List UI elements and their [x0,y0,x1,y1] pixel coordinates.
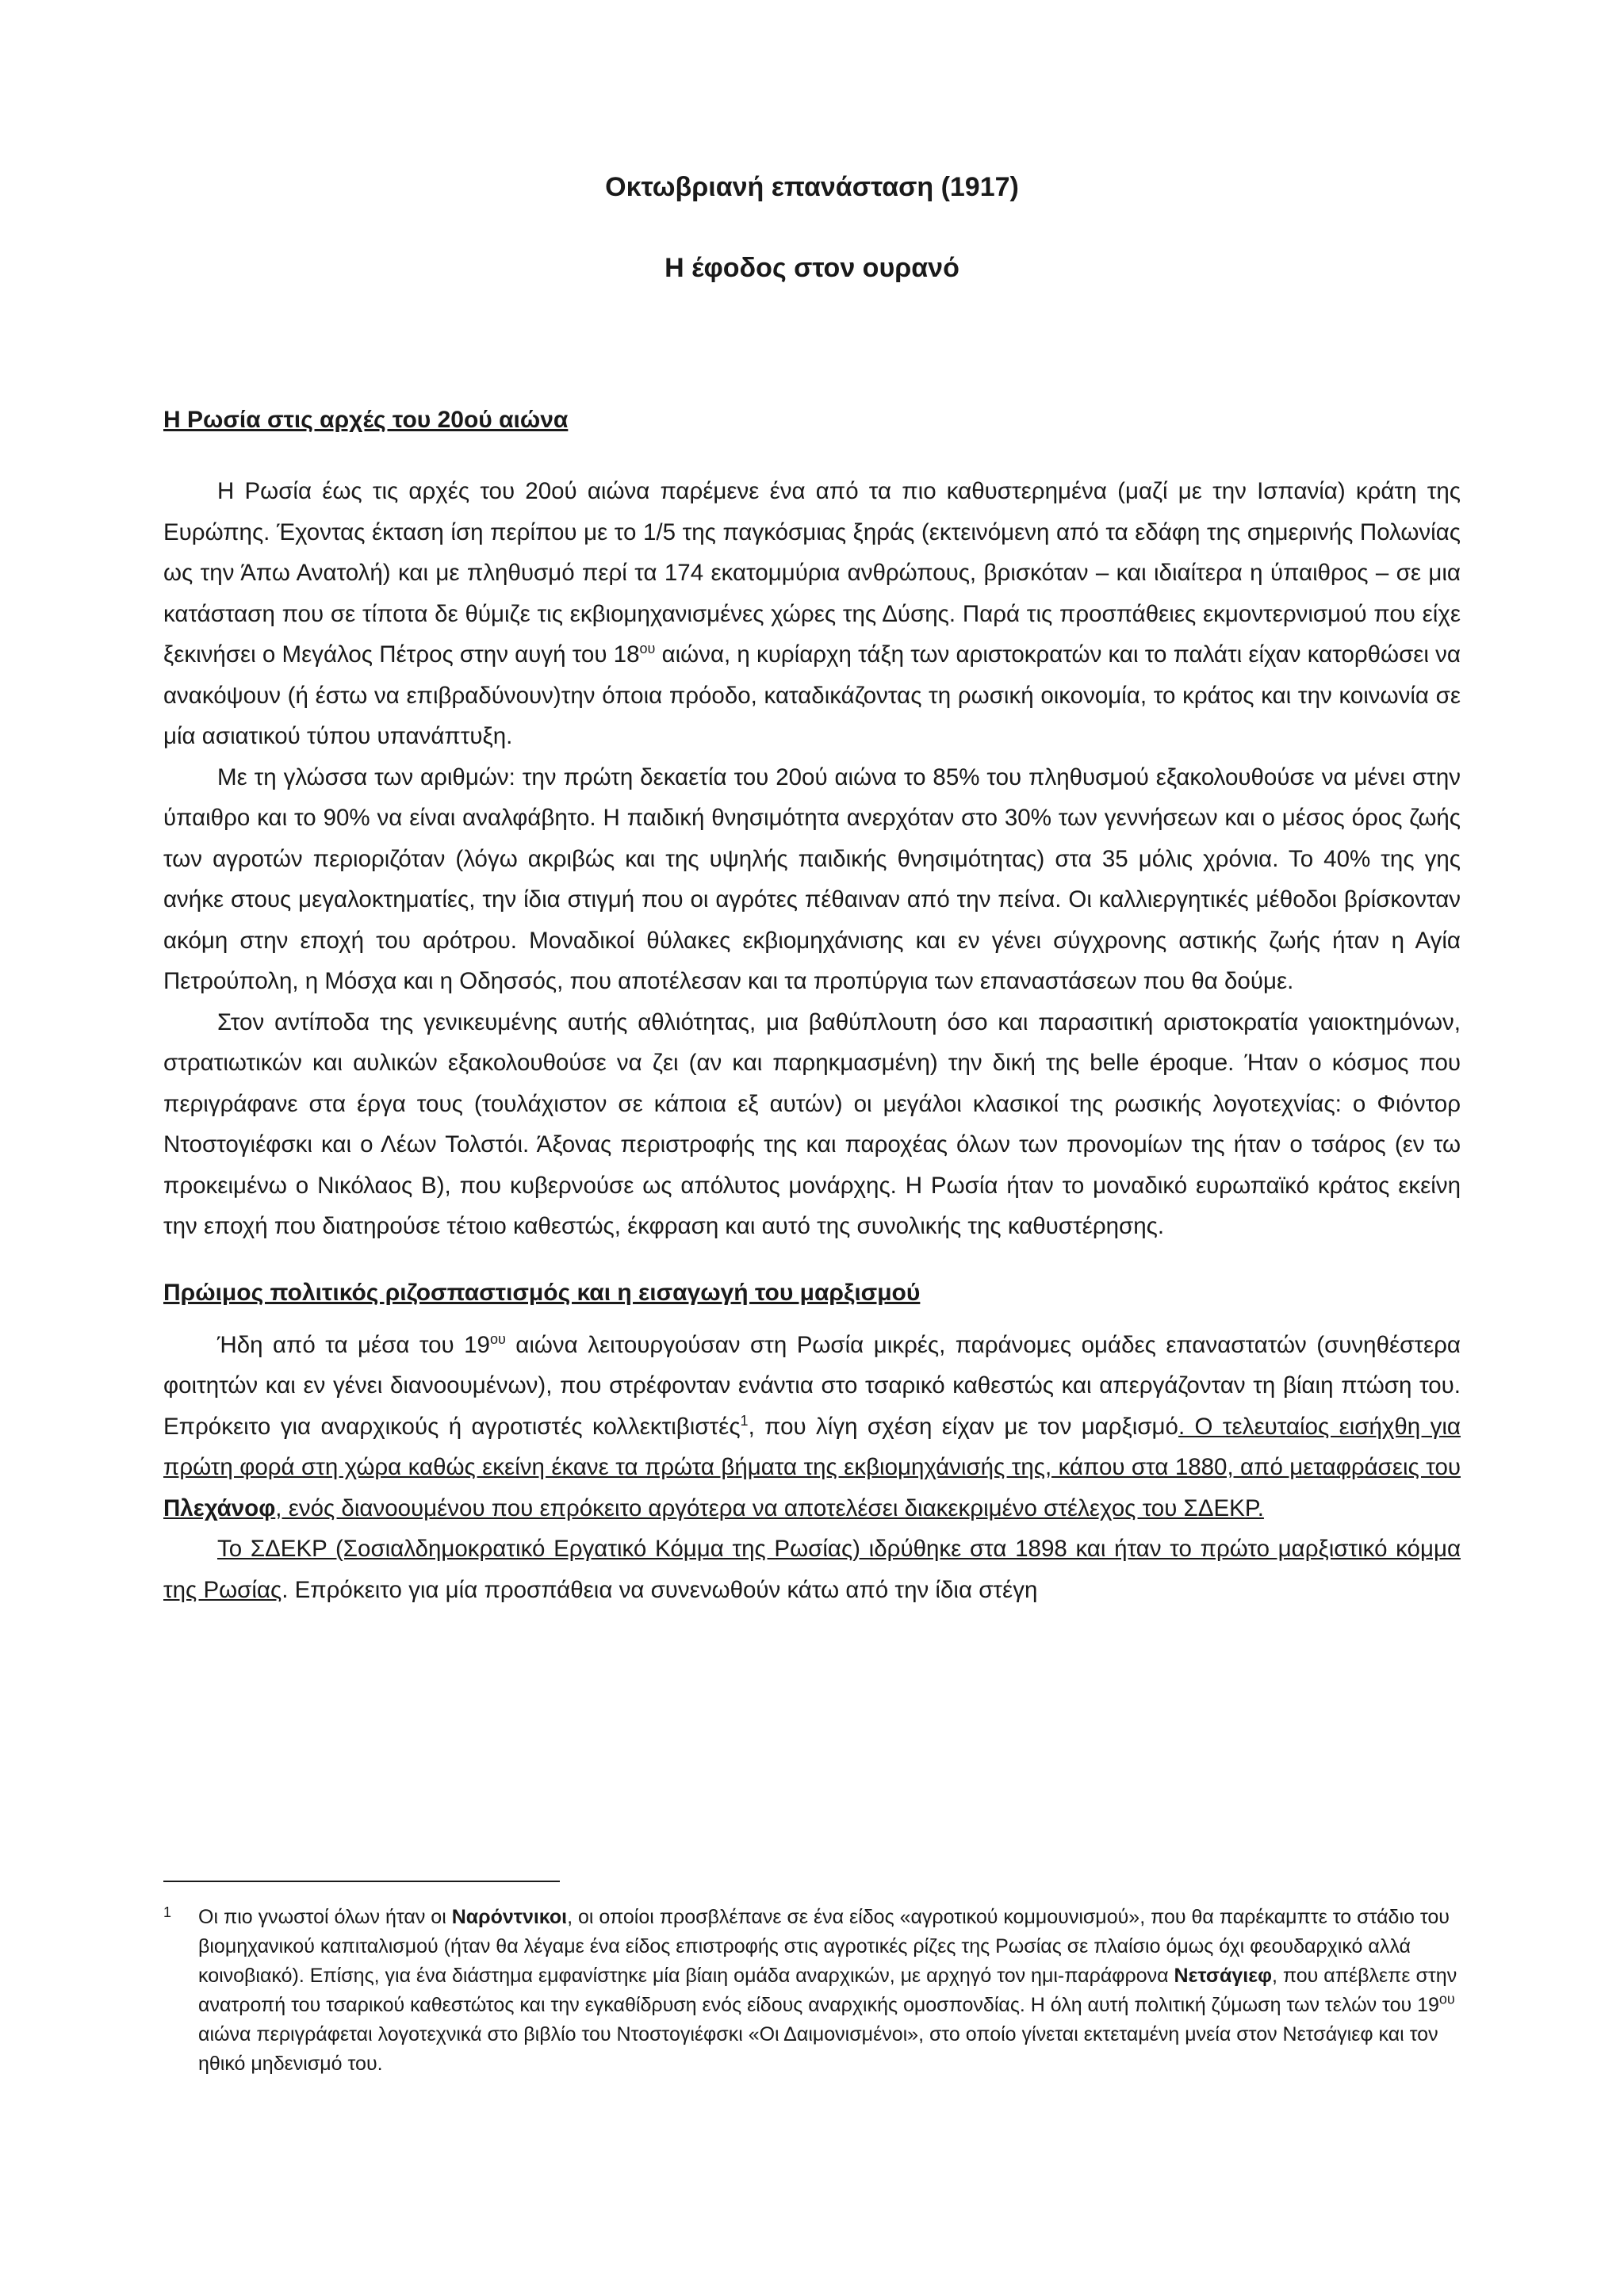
footnote-text-part: , οι οποίοι προσβλέπανε σε ένα είδος «αγροτικού κομμουνισμού», που θα παρέκαμπτε το στάδιο του βιομηχανικού καπιταλισμού (ήταν θα λέγαμε ένα είδος επιστροφής στις αγροτικές ρίζες της Ρωσίας σε πλαίσιο όμως όχι φεουδαρχικό αλλά κοινοβιακό). Επίσης, για ένα διάστημα εμφανίστηκε μία βίαιη ομάδα αναρχικών, με αρχηγό τον ημι-παράφρονα [198,1906,1450,1987]
document-subtitle: Η έφοδος στον ουρανό [665,253,959,283]
underlined-bold-name: Πλεχάνοφ [163,1494,276,1521]
underlined-text: Το ΣΔΕΚΡ (Σοσιαλδημοκρατικό Εργατικό Κόμμα της Ρωσίας) ιδρύθηκε στα 1898 και ήταν το πρώτο μαρξιστικό κόμμα της Ρωσίας [163,1536,1461,1603]
superscript: ου [639,641,656,657]
superscript: ου [1438,1991,1455,2007]
bold-term: Ναρόντνικοι [451,1906,568,1928]
footnote-text-part: Οι πιο γνωστοί όλων ήταν οι [198,1906,452,1928]
footnote-reference[interactable]: 1 [740,1412,749,1429]
paragraph [163,1529,1461,1610]
paragraph-text: αιώνα λειτουργούσαν στη Ρωσία μικρές, παράνομες ομάδες επαναστατών (συνηθέστερα φοιτητών και εν γένει διανοουμένων), που στρέφονταν ενάντια στο τσαρικό καθεστώς και απεργάζονταν τη βίαιη πτώση του. Επρόκειτο για αναρχικούς ή αγροτιστές κολλεκτιβιστές [163,1331,1461,1440]
section-heading-russia: Η Ρωσία στις αρχές του 20ού αιώνα [163,407,569,433]
footnote-separator [163,1881,560,1882]
bold-term: Νετσάγιεφ [1174,1965,1272,1987]
paragraph-text: . Επρόκειτο για μία προσπάθεια να συνενωθούν κάτω από την ίδια στέγη [282,1576,1038,1603]
paragraph [163,471,1461,757]
paragraph-text: αιώνα, η κυρίαρχη τάξη των αριστοκρατών και το παλάτι είχαν κατορθώσει να ανακόψουν (ή έστω να επιβραδύνουν)την όποια πρόοδο, καταδικάζοντας τη ρωσική οικονομία, το κράτος και την κοινωνία σε μία ασιατικού τύπου υπανάπτυξη. [163,641,1461,749]
footnote-text-part: αιώνα περιγράφεται λογοτεχνικά στο βιβλίο του Ντοστογιέφσκι «Οι Δαιμονισμένοι», στο οποίο γίνεται εκτεταμένη μνεία στον Νετσάγιεφ και τον ηθικό μηδενισμό του. [198,2023,1438,2075]
underlined-text: . Ο τελευταίος εισήχθη για πρώτη φορά στη χώρα καθώς εκείνη έκανε τα πρώτα βήματα της εκβιομηχάνισής της, κάπου στα 1880, από μεταφράσεις του [163,1413,1461,1480]
footnote-text-part: , που απέβλεπε στην ανατροπή του τσαρικού καθεστώτος και την εγκαθίδρυση ενός είδους αναρχικής ομοσπονδίας. Η όλη αυτή πολιτική ζύμωση των τελών του 19 [198,1965,1457,2016]
document-page [163,159,1461,1610]
section-heading-marxism: Πρώιμος πολιτικός ριζοσπαστισμός και η εισαγωγή του μαρξισμού [163,1279,921,1306]
footnote-number: 1 [163,1904,172,1920]
underlined-text: , ενός διανοουμένου που επρόκειτο αργότερα να αποτελέσει διακεκριμένο στέλεχος του ΣΔΕΚΡ. [275,1494,1264,1521]
paragraph-text: Η Ρωσία έως τις αρχές του 20ού αιώνα παρέμενε ένα από τα πιο καθυστερημένα (μαζί με την Ισπανία) κράτη της Ευρώπης. Έχοντας έκταση ίση περίπου με το 1/5 της παγκόσμιας ξηράς (εκτεινόμενη από τα εδάφη της σημερινής Πολωνίας ως την Άπω Ανατολή) και με πληθυσμό περί τα 174 εκατομμύρια ανθρώπους, βρισκόταν – και ιδιαίτερα η ύπαιθρος – σε μια κατάσταση που σε τίποτα δε θύμιζε τις εκβιομηχανισμένες χώρες της Δύσης. Παρά τις προσπάθειες εκμοντερνισμού που είχε ξεκινήσει ο Μεγάλος Πέτρος στην αυγή του 18 [163,478,1461,668]
paragraph [163,1325,1461,1529]
paragraph: Στον αντίποδα της γενικευμένης αυτής αθλιότητας, μια βαθύπλουτη όσο και παρασιτική αριστοκρατία γαιοκτημόνων, στρατιωτικών και αυλικών εξακολουθούσε να ζει (αν και παρηκμασμένη) την δική της belle époque. Ήταν ο κόσμος που περιγράφανε στα έργα τους (τουλάχιστον σε κάποια εξ αυτών) οι μεγάλοι κλασικοί της ρωσικής λογοτεχνίας: ο Φιόντορ Ντοστογιέφσκι και ο Λέων Τολστόι. Άξονας περιστροφής της και παροχέας όλων των προνομίων της ήταν ο τσάρος (εν τω προκειμένω ο Νικόλαος Β), που κυβερνούσε ως απόλυτος μονάρχης. Η Ρωσία ήταν το μοναδικό ευρωπαϊκό κράτος εκείνη την εποχή που διατηρούσε τέτοιο καθεστώς, έκφραση και αυτό της συνολικής της καθυστέρησης. [163,1008,1461,1239]
paragraph-text: , που λίγη σχέση είχαν με τον μαρξισμό [748,1413,1178,1440]
document-title: Οκτωβριανή επανάσταση (1917) [605,172,1019,202]
superscript: ου [489,1330,506,1347]
paragraph: Με τη γλώσσα των αριθμών: την πρώτη δεκαετία του 20ού αιώνα το 85% του πληθυσμού εξακολουθούσε να μένει στην ύπαιθρο και το 90% να είναι αναλφάβητο. Η παιδική θνησιμότητα ανερχόταν στο 30% των γεννήσεων και ο μέσος όρος ζωής των αγροτών περιοριζόταν (λόγω ακριβώς και της υψηλής παιδικής θνησιμότητας) στα 35 μόλις χρόνια. Το 40% της γης ανήκε στους μεγαλοκτηματίες, την ίδια στιγμή που οι αγρότες πέθαιναν από την πείνα. Οι καλλιεργητικές μέθοδοι βρίσκονταν ακόμη στην εποχή του αρότρου. Μοναδικοί θύλακες εκβιομηχάνισης και εν γένει σύγχρονης αστικής ζωής ήταν η Αγία Πετρούπολη, η Μόσχα και η Οδησσός, που αποτέλεσαν και τα προπύργια των επαναστάσεων που θα δούμε. [163,763,1461,994]
footnote [163,1903,1461,2079]
footnote-text [198,1903,1461,2079]
paragraph-text: Ήδη από τα μέσα του 19 [217,1331,490,1358]
